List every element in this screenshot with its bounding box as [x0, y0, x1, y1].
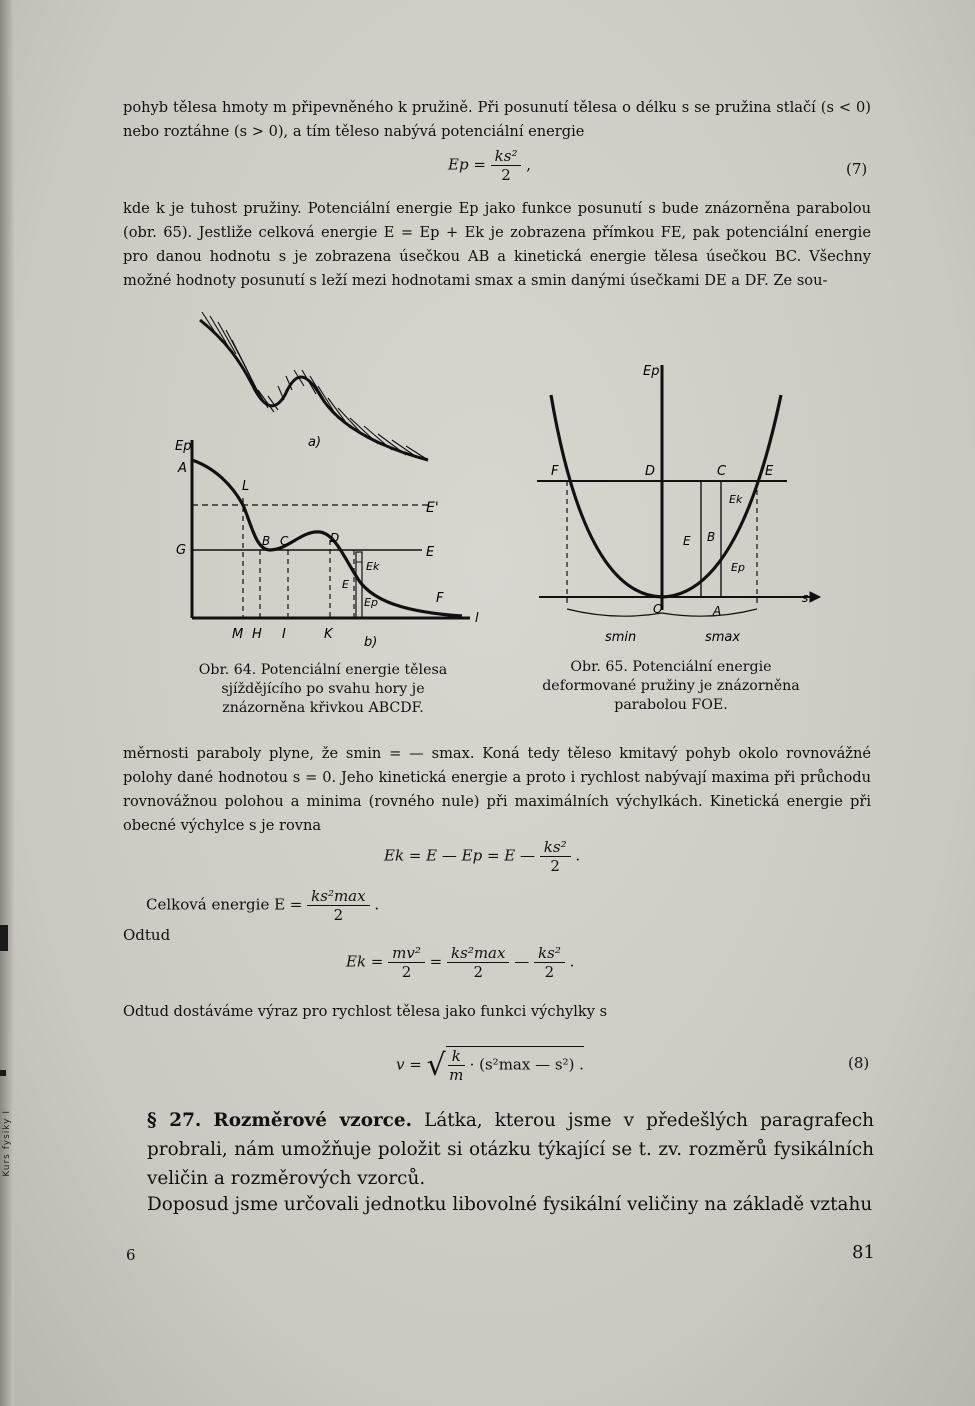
- total-energy-text: Celková energie E =: [146, 895, 303, 914]
- eq-ek-den: 2: [550, 857, 560, 875]
- fig64-B: B: [262, 534, 271, 548]
- eq-ek2-minus: —: [514, 952, 530, 971]
- fig65-E: E: [765, 464, 774, 479]
- eq-ek-num: ks²: [540, 838, 571, 857]
- sqrt-icon: √: [426, 1048, 446, 1083]
- fig65-O: O: [653, 602, 663, 616]
- eq7-lhs: Ep =: [448, 155, 486, 174]
- fig64-E-prime: E': [426, 500, 439, 516]
- eq-ek2-n1: mv²: [388, 944, 425, 963]
- equation-ek-2: [346, 944, 574, 981]
- fig64-G: G: [176, 543, 187, 558]
- fig65-ep: Ep: [643, 364, 660, 379]
- section-number: § 27.: [147, 1110, 202, 1131]
- eq8-num: k: [448, 1047, 465, 1066]
- eq-ek2-eq: =: [429, 952, 443, 971]
- eq-ek2-d3: 2: [544, 963, 555, 981]
- paragraph-1: pohyb tělesa hmoty m připevněného k pružině. Při posunutí tělesa o délku s se pružina stlačí (s < 0) nebo roztáhne (s > 0), a tím těleso nabývá potenciální energie: [123, 99, 871, 140]
- total-energy-tail: .: [374, 895, 380, 914]
- paragraph-3: měrnosti paraboly plyne, že smin = — smax. Koná tedy těleso kmitavý pohyb okolo rovnovážné polohy dané hodnotou s = 0. Jeho kinetická energie a proto i rychlost nabývají maxima při průchodu rovnovážnou polohou a minima (rovného nule) při maximálních výchylkách. Kinetická energie při obecné výchylce s je rovna: [123, 745, 871, 834]
- fig64-axes: [192, 440, 470, 618]
- fig65-F: F: [551, 464, 559, 479]
- eq-ek-tail: .: [575, 846, 581, 865]
- eq8-lhs: v =: [396, 1055, 422, 1074]
- footer-signature-number: 6: [126, 1246, 136, 1264]
- fig64-curve-ABCDF: [192, 460, 462, 616]
- fig65-C: C: [717, 464, 727, 479]
- eq-ek2-d2: 2: [473, 963, 484, 981]
- fig65-Ep2: Ep: [731, 561, 745, 574]
- eq7-num: ks²: [491, 147, 522, 166]
- odtud-1: Odtud: [123, 926, 171, 944]
- equation-ek: [384, 838, 580, 875]
- fig64-D: D: [330, 531, 340, 545]
- eq-ek2-n2: ks²max: [447, 944, 509, 963]
- book-spine: [0, 0, 14, 1406]
- equation-7: [448, 147, 531, 184]
- spine-label: Kurs fysiky I: [2, 1110, 12, 1177]
- fig64-caption: Obr. 64. Potenciální energie tělesa sjíždějícího po svahu hory je znázorněna křivkou ABCDF.: [198, 662, 448, 716]
- eq-ek2-lhs: Ek =: [346, 952, 384, 971]
- figure-64: [170, 300, 500, 660]
- fig64-K: K: [324, 627, 333, 642]
- fig65-A: A: [713, 604, 722, 618]
- fig64-Ep2: Ep: [364, 596, 378, 609]
- fig65-E2: E: [683, 534, 691, 548]
- eq8-den: m: [449, 1066, 464, 1084]
- fig64-ep: Ep: [175, 439, 192, 454]
- fig64-E: E: [426, 545, 435, 560]
- fig64-Ek: Ek: [366, 560, 380, 573]
- figure-65: [525, 345, 825, 655]
- total-energy-num: ks²max: [307, 887, 369, 906]
- section-text: Látka, kterou jsme v předešlých paragrafech probrali, nám umožňuje položit si otázku týkající se t. zv. rozměrů fysikálních veličin a rozměrových vzorců.: [147, 1110, 874, 1189]
- fig65-smin: smin: [605, 630, 637, 645]
- equation-8-number: (8): [848, 1054, 870, 1072]
- fig64-F: F: [436, 591, 444, 606]
- eq7-den: 2: [501, 166, 511, 184]
- fig64-label-b: b): [364, 635, 378, 650]
- fig64-label-a: a): [308, 435, 322, 450]
- fig64-E2: E: [342, 578, 349, 591]
- fig65-B: B: [707, 530, 716, 544]
- eq-ek2-n3: ks²: [534, 944, 565, 963]
- fig64-l: l: [475, 611, 479, 626]
- eq8-rest: · (s²max — s²) .: [469, 1055, 584, 1074]
- fig64-A: A: [178, 461, 187, 476]
- fig65-axes: [537, 365, 820, 616]
- total-energy-den: 2: [333, 906, 344, 924]
- fig65-D: D: [645, 464, 656, 479]
- section-27: [147, 1106, 874, 1193]
- fig64-H: H: [252, 627, 262, 642]
- fig64-C: C: [280, 534, 289, 548]
- fig64-M: M: [232, 627, 244, 642]
- section-title: Rozměrové vzorce.: [213, 1110, 412, 1131]
- equation-7-number: (7): [846, 160, 868, 178]
- fig64-L: L: [242, 479, 250, 494]
- fig65-Ek: Ek: [729, 493, 743, 506]
- eq-ek2-d1: 2: [401, 963, 412, 981]
- equation-8: [396, 1046, 584, 1084]
- page-number: 81: [852, 1242, 875, 1263]
- spine-mark: [0, 925, 8, 951]
- fig65-s: s: [802, 591, 809, 605]
- odtud-2: Odtud dostáváme výraz pro rychlost tělesa jako funkci výchylky s: [123, 1003, 608, 1020]
- last-paragraph: Doposud jsme určovali jednotku libovolné fysikální veličiny na základě vztahu: [147, 1194, 873, 1215]
- paragraph-2: kde k je tuhost pružiny. Potenciální energie Ep jako funkce posunutí s bude znázorněna parabolou (obr. 65). Jestliže celková energie E = Ep + Ek je zobrazena přímkou FE, pak potenciální energie pro danou hodnotu s je zobrazena úsečkou AB a kinetická energie tělesa úsečkou BC. Všechny možné hodnoty posunutí s leží mezi hodnotami smax a smin danými úsečkami DE a DF. Ze sou-: [123, 200, 871, 289]
- fig64-I: I: [282, 627, 286, 642]
- spine-mark-small: [0, 1070, 6, 1076]
- equation-total-energy: [146, 887, 379, 924]
- eq-ek-lhs: Ek = E — Ep = E —: [384, 846, 536, 865]
- fig65-smax: smax: [705, 630, 741, 645]
- eq-ek2-tail: .: [569, 952, 575, 971]
- fig65-parabola-FOE: [551, 395, 781, 597]
- eq7-tail: ,: [526, 155, 532, 174]
- fig65-caption: Obr. 65. Potenciální energie deformované pružiny je znázorněna parabolou FOE.: [542, 659, 800, 713]
